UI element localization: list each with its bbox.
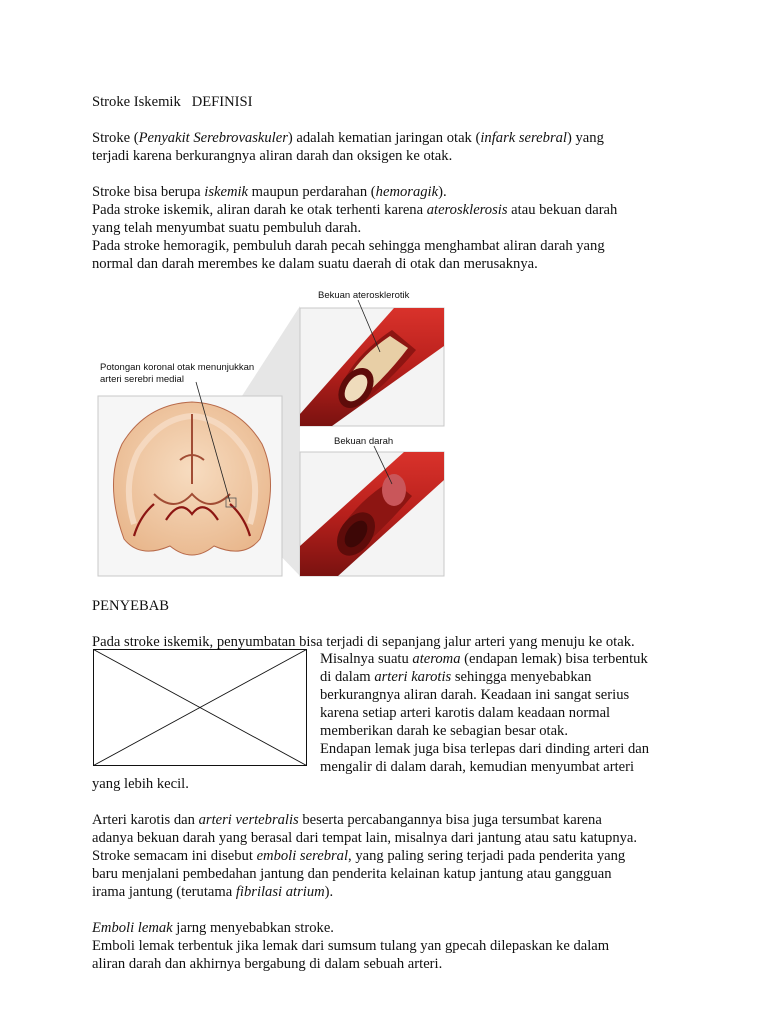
coronal-brain — [98, 396, 282, 576]
stroke-illustration — [94, 284, 454, 580]
embolism-paragraph: Arteri karotis dan arteri vertebralis beserta percabangannya bisa juga tersumbat karena adanya bekuan darah yang berasal dari tempat lain, misalnya dari jantung atau satu katupnya. Stroke semacam ini disebut emboli serebral, yang paling sering terjadi pada penderita yang baru menjalani pembedahan jantung dan penderita kelainan katup jantung atau gangguan irama jantung (terutama fibrilasi atrium). — [92, 812, 638, 900]
label-atherosclerotic-clot: Bekuan aterosklerotik — [318, 290, 410, 301]
label-brain-line1: Potongan koronal otak menunjukkan — [100, 362, 255, 373]
fat-embolism-paragraph: Emboli lemak jarng menyebabkan stroke. Emboli lemak terbentuk jika lemak dari sumsum tulang yan gpecah dilepaskan ke dalam aliran darah dan akhirnya bergabung di dalam sebuah arteri. — [92, 920, 610, 972]
section-heading-penyebab: PENYEBAB — [92, 598, 170, 614]
label-brain-line2: arteri serebri medial — [100, 374, 184, 385]
cause-paragraph-wrapped: Misalnya suatu ateroma (endapan lemak) bisa terbentuk di dalam arteri karotis sehingga menyebabkan berkurangnya aliran darah. Keadaan ini sangat serius karena setiap arteri karotis dalam keadaan normal memberikan darah ke sebagian besar otak. Endapan lemak juga bisa terlepas dari dinding arteri dan mengalir di dalam darah, kemudian menyumbat arteri — [320, 651, 650, 775]
types-paragraph: Stroke bisa berupa iskemik maupun perdarahan (hemoragik). Pada stroke iskemik, aliran darah ke otak terhenti karena aterosklerosis atau bekuan darah yang telah menyumbat suatu pembuluh darah. Pada stroke hemoragik, pembuluh darah pecah sehingga menghambat aliran darah yang normal dan darah merembes ke dalam suatu daerah di otak dan merusaknya. — [92, 184, 618, 272]
label-blood-clot: Bekuan darah — [334, 436, 394, 447]
image-placeholder — [93, 649, 307, 766]
blood-clot-panel — [300, 452, 444, 576]
cause-paragraph-first-line: Pada stroke iskemik, penyumbatan bisa terjadi di sepanjang jalur arteri yang menuju ke otak. — [92, 634, 635, 650]
document-title: Stroke Iskemik DEFINISI — [92, 94, 253, 110]
atherosclerotic-panel — [300, 308, 444, 426]
definition-paragraph: Stroke (Penyakit Serebrovaskuler) adalah kematian jaringan otak (infark serebral) yang terjadi karena berkurangnya aliran darah dan oksigen ke otak. — [92, 130, 604, 164]
cause-paragraph-tail: yang lebih kecil. — [92, 776, 189, 792]
